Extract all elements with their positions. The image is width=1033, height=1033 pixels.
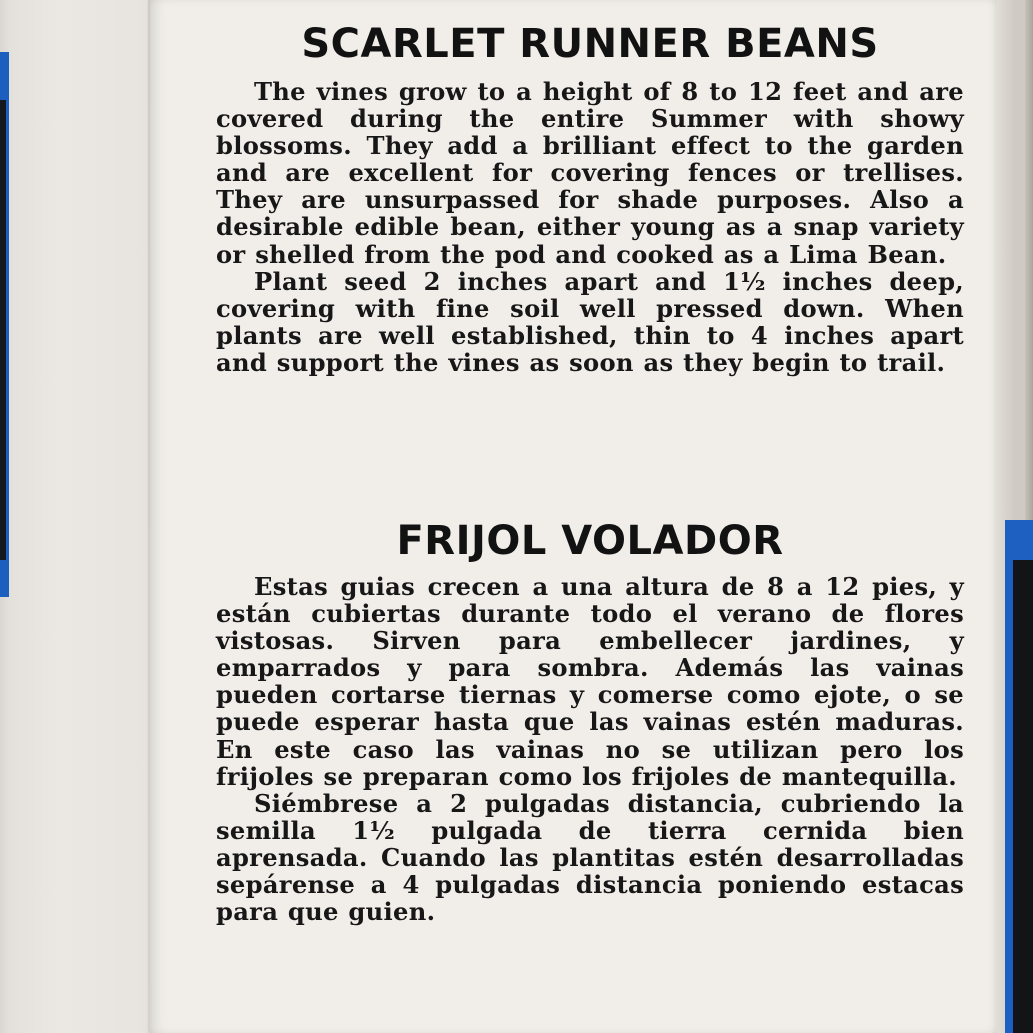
english-description-paragraph: The vines grow to a height of 8 to 12 feet and are covered during the entire Summer with showy blossoms. They add a brilliant effect to the garden and are excellent for covering fences or trellises. They are unsurpassed for shade purposes. Also a desirable edible bean, either young as a snap variety or shelled from the pod and cooked as a Lima Bean. [216, 77, 964, 269]
spanish-planting-paragraph: Siémbrese a 2 pulgadas distancia, cubriendo la semilla 1½ pulgada de tierra cernida bien aprensada. Cuando las plantitas estén desarrolladas sepárense a 4 pulgadas distancia poniendo estacas para que guien. [216, 788, 964, 927]
seed-packet-page [150, 0, 997, 1033]
english-planting-paragraph: Plant seed 2 inches apart and 1½ inches deep, covering with fine soil well pressed down. When plants are well established, thin to 4 inches apart and support the vines as soon as they begin to trail. [216, 266, 964, 377]
spanish-description-paragraph: Estas guias crecen a una altura de 8 a 12 pies, y están cubiertas durante todo el verano de flores vistosas. Sirven para embellecer jardines, y emparrados y para sombra. Además las vainas pueden cortarse tiernas y comerse como ejote, o se puede esperar hasta que las vainas estén maduras. En este caso las vainas no se utilizan pero los frijoles se preparan como los frijoles de mantequilla. [216, 572, 964, 791]
black-packet-corner [1013, 560, 1033, 1033]
left-packet-edge [0, 0, 150, 1033]
dark-edge-stripe [0, 100, 6, 560]
spanish-title: FRIJOL VOLADOR [396, 518, 784, 564]
spanish-section [216, 511, 964, 925]
english-title: SCARLET RUNNER BEANS [301, 21, 879, 67]
right-edge-shadow [1025, 0, 1033, 520]
english-section [216, 14, 964, 376]
right-packet-edge [997, 0, 1033, 1033]
